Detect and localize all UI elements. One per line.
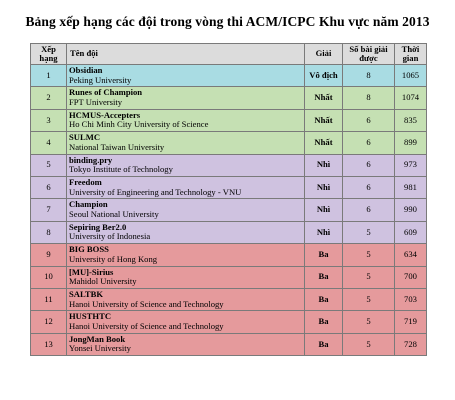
- ranking-table: [30, 43, 427, 356]
- team-name: Runes of Champion: [69, 87, 143, 98]
- award-cell: Nhất: [305, 87, 343, 109]
- team-cell: [67, 333, 305, 355]
- solved-cell: 5: [343, 311, 395, 333]
- time-cell: 703: [395, 288, 427, 310]
- table-body: [31, 65, 427, 356]
- document-title: Bảng xếp hạng các đội trong vòng thi ACM/ICPC Khu vực năm 2013: [25, 14, 430, 29]
- time-cell: 1074: [395, 87, 427, 109]
- solved-cell: 6: [343, 176, 395, 198]
- award-cell: Nhì: [305, 199, 343, 221]
- time-cell: 981: [395, 176, 427, 198]
- award-cell: Ba: [305, 244, 343, 266]
- table-row: [31, 333, 427, 355]
- time-cell: 719: [395, 311, 427, 333]
- team-name: SALTBK: [69, 289, 104, 299]
- team-cell: [67, 132, 305, 154]
- table-row: [31, 132, 427, 154]
- rank-cell: 13: [31, 333, 67, 355]
- team-name: Obsidian: [69, 65, 103, 76]
- team-name: binding.pry: [69, 154, 113, 165]
- solved-cell: 5: [343, 333, 395, 355]
- team-name: HUSTHTC: [69, 311, 112, 322]
- time-cell: 700: [395, 266, 427, 288]
- team-name: HCMUS-Accepters: [69, 109, 141, 120]
- time-cell: 990: [395, 199, 427, 221]
- rank-cell: 7: [31, 199, 67, 221]
- team-name: Sepiring Ber2.0: [69, 221, 127, 232]
- table-row: [31, 199, 427, 221]
- time-cell: 609: [395, 221, 427, 243]
- award-cell: Ba: [305, 288, 343, 310]
- solved-cell: 6: [343, 199, 395, 221]
- table-row: [31, 266, 427, 288]
- header-award: Giải: [305, 44, 343, 65]
- time-cell: 1065: [395, 65, 427, 87]
- rank-cell: 11: [31, 288, 67, 310]
- solved-cell: 5: [343, 244, 395, 266]
- solved-cell: 5: [343, 221, 395, 243]
- solved-cell: 6: [343, 109, 395, 131]
- team-cell: [67, 311, 305, 333]
- rank-cell: 8: [31, 221, 67, 243]
- table-row: [31, 87, 427, 109]
- award-cell: Ba: [305, 333, 343, 355]
- team-university: Mahidol University: [69, 276, 137, 287]
- award-cell: Nhất: [305, 132, 343, 154]
- table-row: [31, 109, 427, 131]
- award-cell: Nhì: [305, 154, 343, 176]
- table-header-row: [31, 44, 427, 65]
- table-row: [31, 244, 427, 266]
- team-cell: [67, 154, 305, 176]
- team-university: Ho Chi Minh City University of Science: [69, 119, 209, 130]
- solved-cell: 6: [343, 132, 395, 154]
- team-cell: [67, 109, 305, 131]
- team-name: BIG BOSS: [69, 244, 109, 255]
- team-university: University of Engineering and Technology - VNU: [69, 186, 242, 197]
- solved-cell: 6: [343, 154, 395, 176]
- team-cell: [67, 87, 305, 109]
- team-university: Hanoi University of Science and Technology: [69, 320, 224, 331]
- time-cell: 634: [395, 244, 427, 266]
- table-row: [31, 311, 427, 333]
- rank-cell: 10: [31, 266, 67, 288]
- award-cell: Ba: [305, 266, 343, 288]
- team-university: Seoul National University: [69, 209, 159, 220]
- solved-cell: 5: [343, 288, 395, 310]
- award-cell: Vô địch: [305, 65, 343, 87]
- rank-cell: 1: [31, 65, 67, 87]
- team-cell: [67, 266, 305, 288]
- team-name: [MU]-Sirius: [69, 266, 114, 277]
- team-university: University of Indonesia: [69, 231, 151, 242]
- header-team: Tên đội: [67, 44, 305, 65]
- team-name: Champion: [69, 199, 108, 210]
- table-row: [31, 65, 427, 87]
- table-row: [31, 221, 427, 243]
- team-cell: [67, 244, 305, 266]
- team-name: JongMan Book: [69, 333, 126, 344]
- time-cell: 835: [395, 109, 427, 131]
- team-university: Hanoi University of Science and Technology: [69, 298, 224, 309]
- table-row: [31, 288, 427, 310]
- table-row: [31, 176, 427, 198]
- team-cell: [67, 221, 305, 243]
- team-university: National Taiwan University: [69, 141, 165, 152]
- rank-cell: 4: [31, 132, 67, 154]
- team-university: Yonsei University: [69, 343, 131, 354]
- team-university: Peking University: [69, 74, 132, 85]
- solved-cell: 8: [343, 87, 395, 109]
- team-cell: [67, 199, 305, 221]
- rank-cell: 5: [31, 154, 67, 176]
- team-university: FPT University: [69, 97, 123, 108]
- team-name: SULMC: [69, 132, 101, 143]
- team-cell: [67, 176, 305, 198]
- header-rank: Xếp hạng: [31, 44, 67, 65]
- team-cell: [67, 65, 305, 87]
- header-time: Thời gian: [395, 44, 427, 65]
- team-cell: [67, 288, 305, 310]
- rank-cell: 9: [31, 244, 67, 266]
- team-university: University of Hong Kong: [69, 253, 158, 264]
- solved-cell: 8: [343, 65, 395, 87]
- rank-cell: 3: [31, 109, 67, 131]
- solved-cell: 5: [343, 266, 395, 288]
- award-cell: Nhất: [305, 109, 343, 131]
- table-row: [31, 154, 427, 176]
- award-cell: Nhì: [305, 221, 343, 243]
- time-cell: 728: [395, 333, 427, 355]
- team-name: Freedom: [69, 177, 102, 188]
- time-cell: 973: [395, 154, 427, 176]
- rank-cell: 2: [31, 87, 67, 109]
- award-cell: Nhì: [305, 176, 343, 198]
- rank-cell: 12: [31, 311, 67, 333]
- header-solved: Số bài giải được: [343, 44, 395, 65]
- award-cell: Ba: [305, 311, 343, 333]
- team-university: Tokyo Institute of Technology: [69, 164, 173, 175]
- time-cell: 899: [395, 132, 427, 154]
- rank-cell: 6: [31, 176, 67, 198]
